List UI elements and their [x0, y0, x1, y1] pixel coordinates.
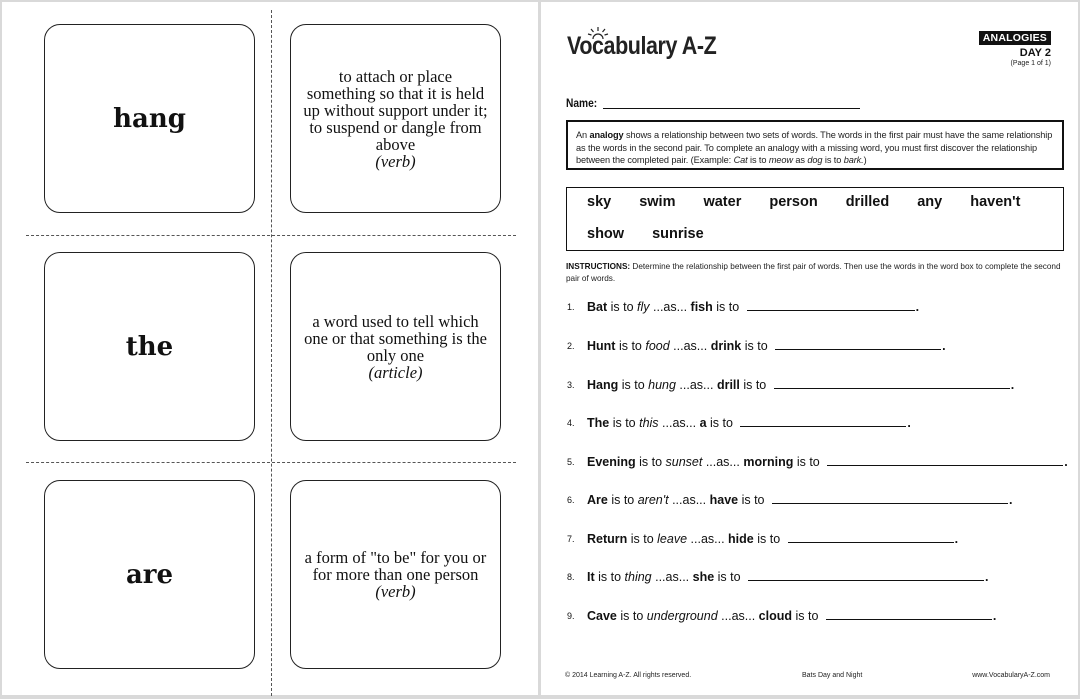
intro-text: shows a relationship between two sets of words. The words in the first pair must have the same relationship as the words in the second pair. To complete an analogy with a missing word, you must first discover the relationship between the completed pair. (Example: — [576, 130, 1053, 166]
term-b: this — [639, 416, 659, 430]
question-number: 1. — [567, 302, 575, 312]
is-to-text: is to — [712, 300, 743, 314]
answer-blank[interactable] — [772, 502, 1008, 504]
term-a: Evening — [587, 455, 636, 469]
question-number: 5. — [567, 457, 575, 467]
flashcard-word — [44, 480, 255, 669]
question-number: 9. — [567, 611, 575, 621]
intro-text: is to — [822, 155, 844, 166]
word-box-item: any — [917, 194, 943, 210]
term-b: hung — [648, 378, 676, 392]
as-text: ...as... — [675, 378, 717, 392]
word-box-item: haven't — [970, 194, 1021, 210]
is-to-text: is to — [616, 609, 647, 623]
intro-text: as — [792, 155, 808, 166]
instructions-text: Determine the relationship between the first pair of words. Then use the words in the word box to complete the second pair of words. — [566, 262, 1061, 283]
flashcard-word-text: the — [125, 331, 174, 362]
word-box-item: person — [769, 194, 818, 210]
flashcard-word-text: are — [125, 559, 174, 590]
as-text: ...as... — [669, 339, 711, 353]
is-to-text: is to — [741, 339, 772, 353]
is-to-text: is to — [594, 570, 625, 584]
definition-text: to attach or place something so that it is held up without support under it; to suspend or dangle from above — [303, 66, 488, 154]
term-c: hide — [728, 532, 754, 546]
end-period: . — [954, 532, 959, 546]
term-b: fly — [637, 300, 650, 314]
term-c: cloud — [758, 609, 793, 623]
word-box-item: show — [587, 226, 625, 242]
name-line[interactable] — [603, 108, 860, 109]
end-period: . — [907, 416, 911, 430]
term-c: morning — [743, 455, 794, 469]
end-period: . — [992, 609, 997, 623]
is-to-text: is to — [792, 609, 822, 623]
term-c: drink — [710, 339, 742, 353]
part-of-speech: (verb) — [375, 582, 416, 601]
end-period: . — [985, 570, 989, 584]
answer-blank[interactable] — [740, 425, 906, 427]
intro-text: ) — [863, 155, 867, 166]
term-a: Are — [587, 493, 608, 507]
as-text: ...as... — [651, 570, 693, 584]
as-text: ...as... — [717, 609, 759, 623]
as-text: ...as... — [687, 532, 729, 546]
as-text: ...as... — [658, 416, 700, 430]
answer-blank[interactable] — [827, 464, 1063, 466]
part-of-speech: (verb) — [375, 151, 416, 171]
flashcard-word — [44, 24, 255, 213]
intro-example: meow — [768, 155, 793, 166]
term-b: food — [645, 339, 670, 353]
question-number: 7. — [567, 534, 575, 544]
word-box — [566, 187, 1064, 251]
analogy-question — [567, 570, 989, 584]
name-label: Name: — [566, 96, 598, 110]
footer-title: Bats Day and Night — [802, 672, 863, 679]
flashcard-definition — [290, 24, 501, 213]
term-c: a — [699, 416, 707, 430]
term-b: underground — [646, 609, 718, 623]
flashcard-page — [2, 2, 538, 695]
flashcard-definition — [290, 252, 501, 441]
answer-blank[interactable] — [826, 618, 992, 620]
word-box-item: drilled — [845, 194, 890, 210]
flashcard-word-text: hang — [113, 103, 186, 134]
intro-example: bark. — [843, 155, 864, 166]
term-a: Return — [587, 532, 628, 546]
analogy-question — [567, 300, 919, 314]
term-a: Hunt — [587, 339, 616, 353]
definition-text: a word used to tell which one or that something is the only one — [304, 311, 487, 365]
word-box-item: swim — [639, 194, 676, 210]
answer-blank[interactable] — [748, 579, 984, 581]
is-to-text: is to — [714, 570, 745, 584]
is-to-text: is to — [706, 416, 737, 430]
flashcard-definition — [290, 480, 501, 669]
word-box-item: water — [703, 194, 742, 210]
page-count: (Page 1 of 1) — [1010, 60, 1051, 67]
end-period: . — [1064, 455, 1068, 469]
analogy-explanation-box — [566, 120, 1064, 170]
answer-blank[interactable] — [747, 309, 915, 311]
term-c: have — [709, 493, 739, 507]
question-number: 3. — [567, 380, 575, 390]
is-to-text: is to — [739, 378, 770, 392]
day-label: DAY 2 — [1019, 47, 1051, 59]
analogy-question — [567, 339, 946, 353]
analogy-question — [567, 493, 1012, 507]
horizontal-cut-line — [26, 235, 516, 236]
is-to-text: is to — [615, 339, 646, 353]
is-to-text: is to — [635, 455, 666, 469]
analogy-question — [567, 532, 958, 546]
end-period: . — [1010, 378, 1015, 392]
horizontal-cut-line — [26, 462, 516, 463]
intro-term: analogy — [589, 130, 624, 140]
term-b: leave — [657, 532, 688, 546]
intro-example: Cat — [733, 155, 748, 166]
term-b: thing — [624, 570, 652, 584]
term-b: aren't — [637, 493, 669, 507]
intro-example: dog — [807, 155, 823, 166]
is-to-text: is to — [618, 378, 649, 392]
as-text: ...as... — [702, 455, 744, 469]
term-a: Bat — [587, 300, 608, 314]
definition-text: a form of "to be" for you or for more than one person — [304, 548, 487, 584]
term-a: It — [587, 570, 595, 584]
question-number: 4. — [567, 418, 575, 428]
answer-blank[interactable] — [774, 387, 1010, 389]
is-to-text: is to — [609, 416, 640, 430]
vertical-cut-line — [271, 10, 272, 696]
instructions-label: INSTRUCTIONS: — [566, 262, 631, 271]
term-c: she — [692, 570, 715, 584]
instructions — [566, 261, 1061, 285]
as-text: ...as... — [649, 300, 691, 314]
end-period: . — [1008, 493, 1013, 507]
term-b: sunset — [665, 455, 703, 469]
part-of-speech: (article) — [368, 362, 423, 382]
is-to-text: is to — [607, 300, 638, 314]
analogy-question — [567, 416, 911, 430]
is-to-text: is to — [738, 493, 768, 507]
footer-url: www.VocabularyA-Z.com — [972, 672, 1050, 679]
analogy-question — [567, 455, 1068, 469]
answer-blank[interactable] — [775, 348, 941, 350]
term-c: drill — [716, 378, 740, 392]
intro-text: is to — [747, 155, 769, 166]
question-number: 2. — [567, 341, 575, 351]
is-to-text: is to — [793, 455, 824, 469]
word-box-item: sunrise — [652, 226, 704, 242]
term-c: fish — [690, 300, 713, 314]
end-period: . — [915, 300, 920, 314]
is-to-text: is to — [607, 493, 638, 507]
is-to-text: is to — [627, 532, 658, 546]
term-a: The — [587, 416, 610, 430]
is-to-text: is to — [753, 532, 784, 546]
question-number: 8. — [567, 572, 575, 582]
answer-blank[interactable] — [788, 541, 954, 543]
intro-text: An — [576, 130, 590, 140]
analogy-question — [567, 378, 1014, 392]
term-a: Cave — [587, 609, 617, 623]
flashcard-word — [44, 252, 255, 441]
analogies-badge: ANALOGIES — [979, 31, 1051, 45]
analogy-question — [567, 609, 996, 623]
footer-copyright: © 2014 Learning A-Z. All rights reserved. — [565, 672, 692, 679]
vocabulary-az-logo: Vocabulary A-Z — [567, 32, 717, 60]
term-a: Hang — [587, 378, 619, 392]
worksheet-page — [541, 2, 1078, 695]
as-text: ...as... — [668, 493, 710, 507]
question-number: 6. — [567, 495, 575, 505]
end-period: . — [942, 339, 946, 353]
word-box-item: sky — [587, 194, 612, 210]
